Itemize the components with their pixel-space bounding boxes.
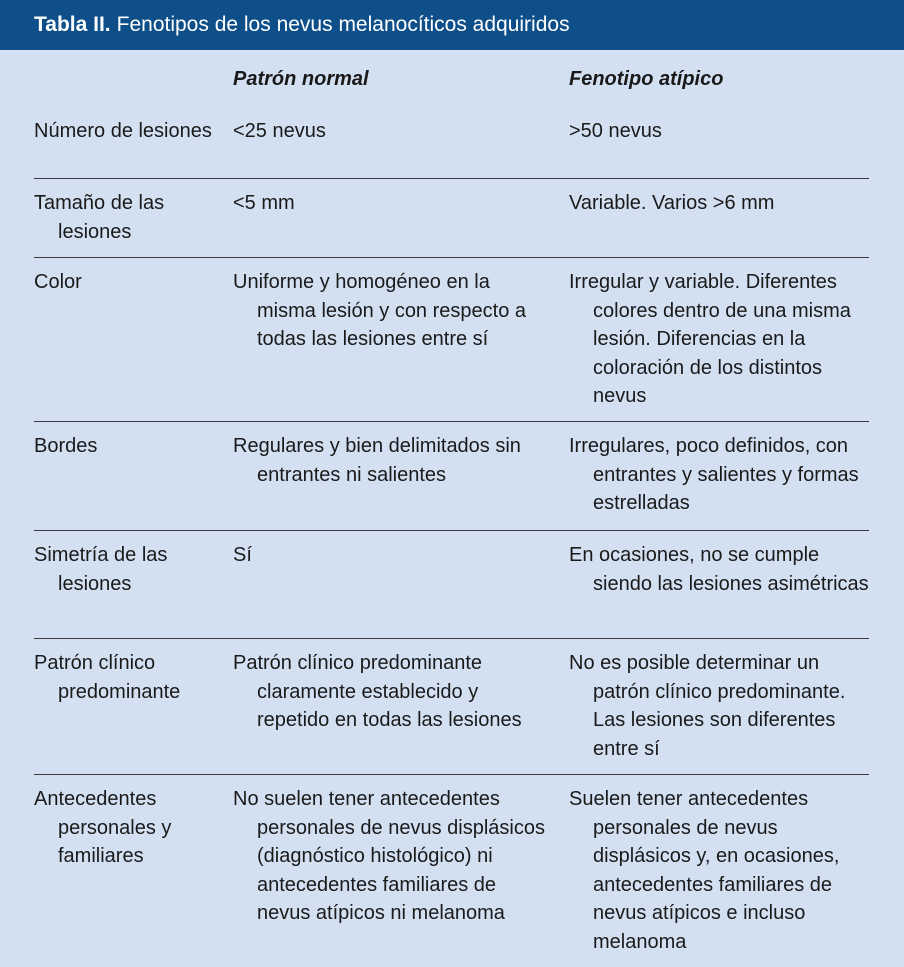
row-feature: Color	[34, 271, 82, 293]
row-normal-value: No suelen tener antecedentes personales de nevus displásicos (diagnóstico histológico) ni antecedentes familiares de nevus atípicos ni melanoma	[233, 788, 545, 924]
row-atypical-value: Irregular y variable. Diferentes colores dentro de una misma lesión. Diferencias en la coloración de los distintos nevus	[569, 271, 851, 407]
table-row	[34, 775, 869, 963]
row-atypical-value: Irregulares, poco definidos, con entrantes y salientes y formas estrelladas	[569, 435, 859, 514]
table-title: Fenotipos de los nevus melanocíticos adquiridos	[116, 13, 570, 36]
row-atypical-value: Suelen tener antecedentes personales de nevus displásicos y, en ocasiones, antecedentes familiares de nevus atípicos e incluso melanoma	[569, 788, 840, 953]
row-feature: Antecedentes personales y familiares	[34, 788, 172, 867]
column-header-normal: Patrón normal	[233, 68, 369, 90]
row-feature: Número de lesiones	[34, 120, 212, 142]
row-feature: Patrón clínico predominante	[34, 652, 181, 703]
row-normal-value: <25 nevus	[233, 120, 326, 142]
row-normal-value: <5 mm	[233, 192, 295, 214]
table-row	[34, 258, 869, 422]
row-normal-value: Uniforme y homogéneo en la misma lesión y con respecto a todas las lesiones entre sí	[233, 271, 527, 350]
row-normal-value: Sí	[233, 544, 252, 566]
table-label: Tabla II.	[34, 13, 111, 36]
row-atypical-value: Variable. Varios >6 mm	[569, 192, 775, 214]
table-row	[34, 531, 869, 639]
row-normal-value: Regulares y bien delimitados sin entrantes ni salientes	[233, 435, 521, 486]
table-row	[34, 639, 869, 775]
table-row	[34, 422, 869, 531]
row-atypical-value: En ocasiones, no se cumple siendo las lesiones asimétricas	[569, 544, 869, 595]
phenotype-table	[34, 50, 869, 963]
column-header-atypical: Fenotipo atípico	[569, 68, 724, 90]
row-feature: Tamaño de las lesiones	[34, 192, 165, 243]
row-normal-value: Patrón clínico predominante claramente establecido y repetido en todas las lesiones	[233, 652, 522, 731]
table-header-row	[34, 50, 869, 107]
table-row	[34, 179, 869, 258]
table-row	[34, 107, 869, 179]
row-atypical-value: No es posible determinar un patrón clínico predominante. Las lesiones son diferentes entre sí	[569, 652, 846, 760]
table-title-bar	[0, 0, 904, 50]
row-atypical-value: >50 nevus	[569, 120, 662, 142]
row-feature: Bordes	[34, 435, 98, 457]
row-feature: Simetría de las lesiones	[34, 544, 168, 595]
